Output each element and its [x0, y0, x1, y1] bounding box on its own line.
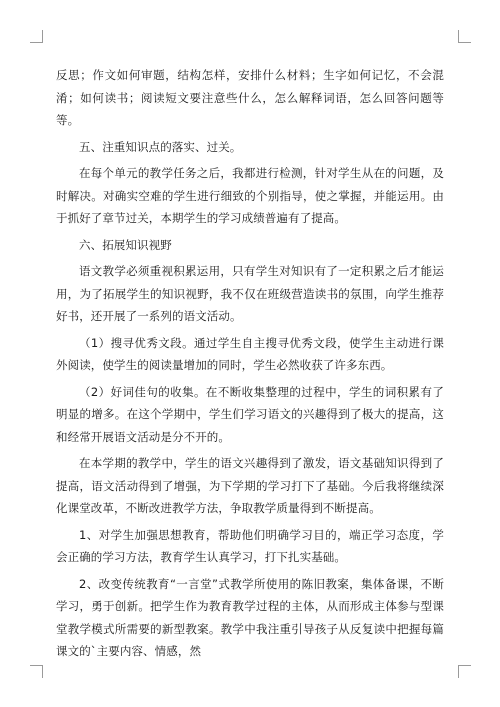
- crop-mark-top-right: [458, 30, 471, 43]
- paragraph-3: 在每个单元的教学任务之后，我都进行检测，针对学生从在的问题，及时解决。对确实空难的学生进行细致的个别指导，使之掌握，并能运用。由于抓好了章节过关，本期学生的学习成绩普遍有了提高。: [56, 166, 444, 225]
- document-body: [56, 64, 444, 663]
- paragraph-9: 1、对学生加强思想教育，帮助他们明确学习目的，端正学习态度，学会正确的学习方法，教育学生认真学习，打下扎实基础。: [56, 527, 444, 564]
- section-heading-6: 六、拓展知识视野: [79, 237, 172, 252]
- paragraph-8: 在本学期的教学中，学生的语文兴趣得到了激发，语文基础知识得到了提高，语文活动得到了增强，为下学期的学习打下了基础。今后我将继续深化课堂改革，不断改进教学方法，争取教学质量得到不断提高。: [56, 456, 444, 515]
- section-heading-5: 五、注重知识点的落实、过关。: [79, 139, 242, 154]
- paragraph-10: 2、改变传统教育“一言堂”式教学所使用的陈旧教案，集体备课，不断学习，勇于创新。把学生作为教育教学过程的主体，从而形成主体参与型课堂教学模式所需要的新型教案。教学中我注重引导孩子从反复读中把握每篇课文的`主要内容、情感，然: [56, 576, 444, 658]
- crop-mark-top-left: [30, 30, 43, 43]
- paragraph-1: 反思；作文如何审题，结构怎样，安排什么材料；生字如何记忆，不会混淆；如何读书；阅读短文要注意些什么，怎么解释词语，怎么回答问题等等。: [56, 68, 444, 127]
- crop-mark-bottom-left: [30, 665, 43, 678]
- paragraph-5: 语文教学必须重视积累运用，只有学生对知识有了一定积累之后才能运用，为了拓展学生的知识视野，我不仅在班级营造读书的氛围，向学生推荐好书，还开展了一系列的语文活动。: [56, 264, 444, 323]
- paragraph-6: （1）搜寻优秀文段。通过学生自主搜寻优秀文段，使学生主动进行课外阅读，使学生的阅读量增加的同时，学生必然收获了许多东西。: [56, 335, 444, 372]
- paragraph-7: （2）好词佳句的收集。在不断收集整理的过程中，学生的词积累有了明显的增多。在这个学期中，学生们学习语文的兴趣得到了极大的提高，这和经常开展语文活动是分不开的。: [56, 384, 444, 444]
- crop-mark-bottom-right: [458, 665, 471, 678]
